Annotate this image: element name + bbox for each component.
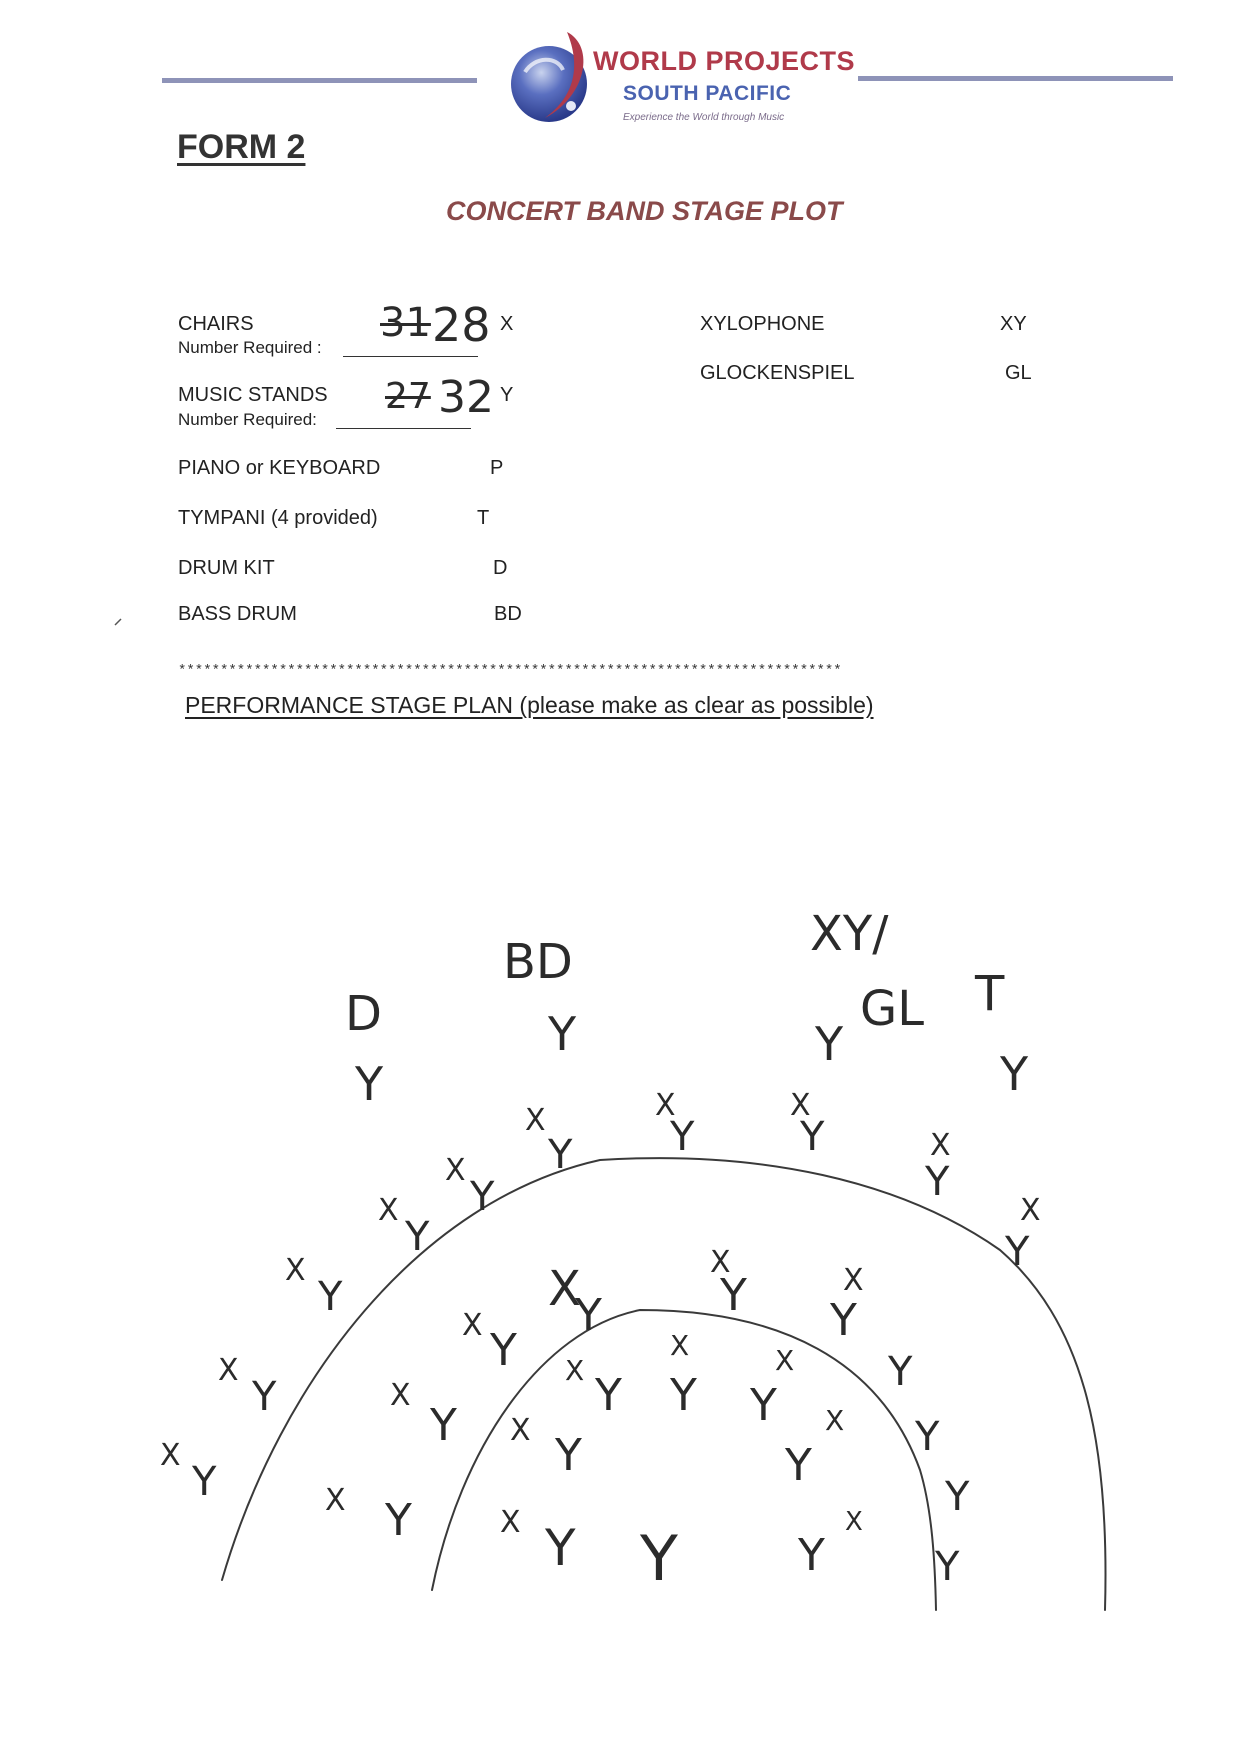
stand-mark: Y xyxy=(595,1370,622,1421)
logo-name: WORLD PROJECTS xyxy=(593,46,856,76)
logo-tagline: Experience the World through Music xyxy=(623,112,785,123)
stand-mark: Y xyxy=(252,1374,277,1420)
stand-mark: Y xyxy=(720,1270,747,1321)
stand-mark: Y xyxy=(548,1007,577,1061)
stand-mark: Y xyxy=(670,1114,695,1160)
document-title: CONCERT BAND STAGE PLOT xyxy=(446,196,843,226)
stand-mark: Y xyxy=(555,1430,582,1481)
chair-mark: X xyxy=(790,1088,811,1123)
music-stands-number-label: Number Required: xyxy=(178,410,317,429)
music-stands-handwritten-number: 32 xyxy=(438,372,494,423)
music-stands-struck-text: 27 xyxy=(385,376,431,417)
tympani-code: T xyxy=(477,507,490,529)
xylophone-label: XYLOPHONE xyxy=(700,313,825,335)
form-label: FORM 2 xyxy=(177,128,306,166)
stand-mark: Y xyxy=(548,1132,573,1178)
bass-drum-code: BD xyxy=(494,603,522,625)
stand-mark: Y xyxy=(670,1370,697,1421)
plan-heading: PERFORMANCE STAGE PLAN (please make as clear as possible) xyxy=(185,692,874,718)
stand-mark: Y xyxy=(830,1295,857,1346)
stand-mark: Y xyxy=(545,1519,576,1577)
stand-mark: Y xyxy=(192,1459,217,1505)
bass-drum-sketch-label: BD xyxy=(503,934,573,990)
stand-mark: Y xyxy=(355,1057,384,1111)
separator-stars: ******************************************************************************* xyxy=(178,663,842,679)
stand-mark: Y xyxy=(888,1349,913,1395)
piano-label: PIANO or KEYBOARD xyxy=(178,457,381,479)
chair-mark: X xyxy=(825,1404,845,1437)
drum-kit-code: D xyxy=(493,557,508,579)
xylophone-sketch-label: XY/ xyxy=(810,906,889,962)
music-stands-code: Y xyxy=(500,384,514,406)
chairs-label: CHAIRS xyxy=(178,313,254,335)
chair-mark: X xyxy=(775,1344,795,1377)
stand-mark: Y xyxy=(490,1325,517,1376)
chair-mark: X xyxy=(710,1245,731,1280)
chair-mark: X xyxy=(285,1253,306,1288)
glockenspiel-code: GL xyxy=(1005,362,1032,384)
logo-region: SOUTH PACIFIC xyxy=(623,82,792,105)
chair-mark: X xyxy=(845,1507,863,1537)
drum-kit-sketch-label: D xyxy=(345,986,382,1042)
chair-mark: X xyxy=(325,1483,346,1518)
stand-mark: Y xyxy=(575,1290,602,1341)
chair-mark: X xyxy=(462,1308,483,1343)
chair-mark: X xyxy=(655,1088,676,1123)
stand-mark: Y xyxy=(470,1174,495,1220)
chair-mark: X xyxy=(843,1263,864,1298)
chair-mark: X xyxy=(930,1128,951,1163)
stand-mark: Y xyxy=(750,1380,777,1431)
glockenspiel-sketch-label: GL xyxy=(860,981,924,1037)
chair-mark: X xyxy=(390,1378,411,1413)
piano-code: P xyxy=(490,457,504,479)
chairs-struck-text: 31 xyxy=(380,300,431,346)
stand-mark: Y xyxy=(430,1400,457,1451)
scan-mark xyxy=(115,619,121,625)
stand-mark: Y xyxy=(1000,1047,1029,1101)
chairs-handwritten-number: 28 xyxy=(432,298,491,352)
stand-mark: Y xyxy=(935,1544,960,1590)
chair-mark: X xyxy=(565,1354,585,1387)
chairs-number-label: Number Required : xyxy=(178,338,322,357)
tympani-label: TYMPANI (4 provided) xyxy=(178,507,378,529)
stand-mark: Y xyxy=(945,1474,970,1520)
glockenspiel-label: GLOCKENSPIEL xyxy=(700,362,855,384)
stand-mark: Y xyxy=(800,1114,825,1160)
chair-mark: X xyxy=(218,1353,239,1388)
music-stands-label: MUSIC STANDS xyxy=(178,384,328,406)
xylophone-code: XY xyxy=(1000,313,1027,335)
stand-mark: Y xyxy=(925,1159,950,1205)
drum-kit-label: DRUM KIT xyxy=(178,557,275,579)
chair-mark: X xyxy=(1020,1193,1041,1228)
chair-mark-circled: X xyxy=(548,1261,581,1317)
stand-mark: Y xyxy=(798,1530,825,1581)
chairs-code: X xyxy=(500,313,514,335)
chair-mark: X xyxy=(510,1413,531,1448)
chair-mark: X xyxy=(525,1103,546,1138)
chair-mark: X xyxy=(378,1193,399,1228)
tympani-sketch-label: T xyxy=(975,966,1005,1022)
stand-mark: Y xyxy=(785,1440,812,1491)
chair-mark: X xyxy=(445,1153,466,1188)
chair-mark: X xyxy=(160,1438,181,1473)
stand-mark: Y xyxy=(1005,1229,1030,1275)
stand-mark: Y xyxy=(915,1414,940,1460)
bass-drum-label: BASS DRUM xyxy=(178,603,297,625)
chair-mark: X xyxy=(670,1329,690,1362)
stand-mark: Y xyxy=(318,1274,343,1320)
stand-mark: Y xyxy=(405,1214,430,1260)
stand-mark: Y xyxy=(815,1017,844,1071)
chair-mark: X xyxy=(500,1505,521,1540)
stand-mark: Y xyxy=(640,1522,678,1595)
stand-mark: Y xyxy=(385,1495,412,1546)
